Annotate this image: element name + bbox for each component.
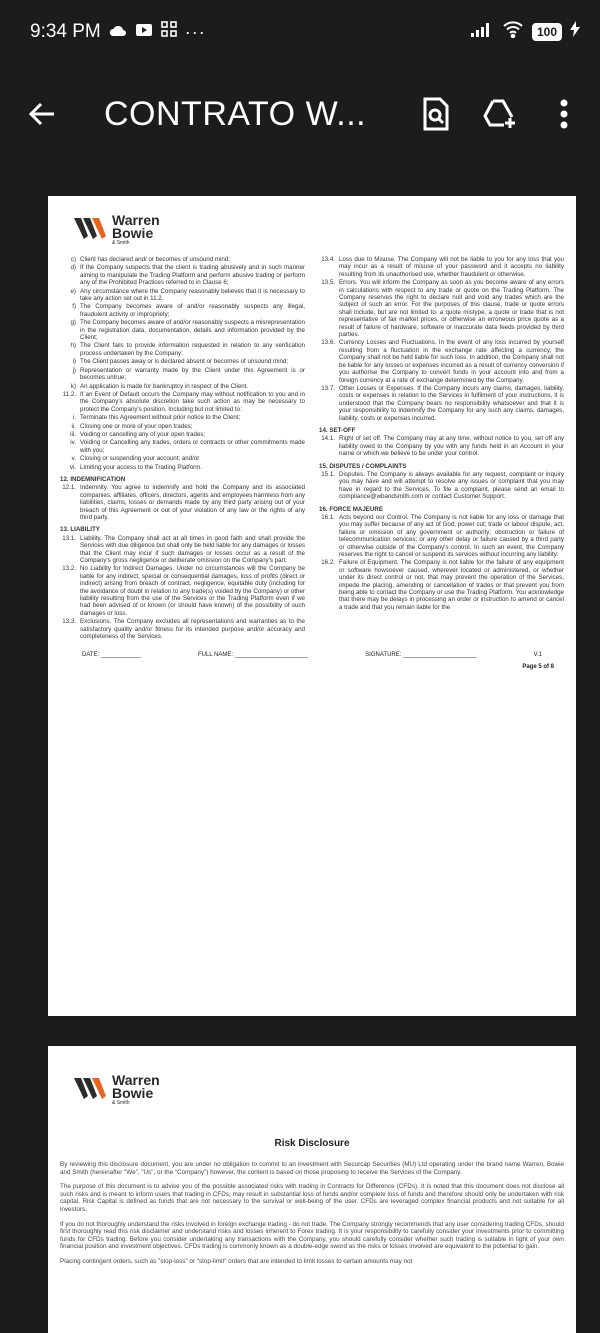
date-field: DATE: ____________ [82, 651, 141, 658]
clause-text: Closing or suspending your account; and/or [80, 455, 200, 463]
status-bar [0, 0, 600, 64]
logo-name-2: Bowie [112, 225, 154, 241]
clause-number: k) [70, 382, 76, 390]
clause-text: Voiding or cancelling any of your open trades; [80, 430, 206, 438]
risk-disclosure-title: Risk Disclosure [274, 1138, 350, 1149]
clause-number: 13.1. [62, 534, 76, 542]
clause-number: 12.1. [62, 484, 76, 492]
clock: 9:34 PM [30, 21, 101, 42]
clause-item [60, 303, 305, 318]
clause-text: Acts beyond our Control. The Company is not liable for any loss or damage that you may suffer because of any act of God; power cut; trade or labour dispute, act, failure or omission of any government or authority; obstruction or failure of telecommunication services; or any other delay or failure caused by a third party or otherwise outside of the Company's control. In such an event, the Company reserves the right to cancel or suspend its services without incurring any liability. [339, 514, 564, 559]
clause-text: Voiding or Cancelling any trades, orders or contracts or other commitments made with you; [80, 439, 305, 454]
clause-number: f) [72, 303, 76, 311]
clause-text: Exclusions. The Company excludes all representations and warranties as to the satisfactory quality and/or fitness for its intended purpose and/or accuracy and completeness of the Services. [80, 618, 305, 641]
clause-number: 14.1. [321, 435, 335, 443]
signature-line [60, 652, 564, 658]
clause-number: ii. [71, 422, 76, 430]
clause-text: Loss due to Misuse. The Company will not be liable to you for any loss that you may incur as a result of misuse of your password and it accepts no liability resulting from its unauthorised use, whether fraudulent or otherwise. [339, 256, 564, 278]
clause-item [60, 367, 305, 382]
clause-number: 13.5. [321, 279, 335, 287]
signal-icon [470, 21, 494, 43]
clause-number: g) [70, 319, 76, 327]
right-column [319, 256, 564, 642]
clause-number: 16.1. [321, 514, 335, 521]
clause-item [60, 288, 305, 303]
clause-text: Disputes. The Company is always available for any request, complaint or inquiry you may have and will attempt to resolve any issues or complaint that you may have in regard to the Services. To file a complaint, please send an email to compliance@wbandsmith.com or contact Customer Support. [339, 470, 564, 501]
clause-item [60, 358, 305, 365]
clause-text: The Company becomes aware of and/or reasonably suspects any illegal, fraudulent activity or impropriety; [80, 303, 305, 318]
pdf-page-6 [48, 1046, 576, 1333]
risk-paragraph: If you do not thoroughly understand the risks involved in foreign exchange trading - do not trade. The Company strongly recommends that any user considering trading CFDs, should first thoroughly read this risk disclaimer and understand risks and losses inherent to Forex trading. It is your responsibility to carefully consider your investments prior to committing funds for CFDs trading. Before you consider undertaking any transactions with the Company, you should carefully consider whether such trading is suitable in light of your own financial position and investment objectives. CFDs trading is commonly known as a double-edge sword as the risks or losses involved are equivalent to the potential to gain. [60, 1220, 564, 1251]
clause-number: h) [70, 342, 76, 350]
clause-text: Currency Losses and Fluctuations. In the event of any loss incurred by yourself resulting from a fluctuation in the exchange rate affecting a currency, the Company shall not be held liable for such loss. In addition, the Company shall not be liable for any losses or expenses incurred as a result of currency conversion if you authorise the Company to convert funds in your account into and from a foreign currency at a rate of exchange determined by the Company. [339, 339, 564, 384]
document-search-icon [421, 97, 451, 131]
clause-number: 13.3. [62, 618, 76, 626]
clause-item [60, 464, 305, 471]
clause-item [60, 256, 305, 263]
clause-number: 13.2. [62, 565, 76, 573]
clause-item [60, 383, 305, 390]
document-title: CONTRATO W... [104, 94, 367, 133]
clause-item [60, 455, 305, 462]
drive-add-icon [483, 98, 517, 130]
full-name-field: FULL NAME: ______________________ [197, 651, 309, 658]
add-to-drive-button[interactable] [476, 90, 524, 138]
apps-grid-icon [161, 21, 177, 43]
charging-icon [570, 21, 580, 43]
clause-number: iv. [70, 439, 76, 447]
clause-text: If the Company suspects that the client is trading abusively and in such manner aiming to manipulate the Trading Platform and perform abusive trading or perform any of the Prohibited Practices referred to in Clause 6; [80, 264, 305, 287]
clause-item [60, 264, 305, 286]
version-label: V.1 [533, 651, 542, 658]
clause-item [319, 559, 564, 611]
risk-paragraph: The purpose of this document is to advise you of the possible associated risks with trading in Contracts for Difference (CFDs). It is noted that this document does not disclose all such risks and is meant to inform users that trading in CFDs, may result in substantial loss of funds and/or complete loss of funds and therefore should only be undertaken with risk capital. Risk Capital is defined as funds that are not necessary to the survival or well-being of the user. CFDs are leveraged complex financial products and not suitable for all investors. [60, 1183, 564, 1213]
clause-text: Closing one or more of your open trades; [80, 422, 193, 430]
clause-number: i) [72, 358, 76, 366]
left-column [60, 256, 305, 642]
clause-text: No Liability for Indirect Damages. Under no circumstances will the Company be liable for any indirect, special or consequential damages, loss of profits (direct or indirect) arising from breach of contract, negligence, equitable duty (including for the avoidance of doubt in relation to any trade(s) voided by the Company) or other liability resulting from the use of the Services or the Trading Platform even if we had been advised of or known (or should have known) of the possibility of such damages or loss. [80, 565, 305, 617]
clause-number: 11.2. [62, 390, 76, 398]
wifi-icon [502, 20, 524, 44]
clause-text: Right of set off. The Company may at any time, without notice to you, set off any liability owed to the Company by you with any funds held in an Account in your name or which we believe to be under your control. [339, 435, 564, 458]
clause-text: Errors. You will inform the Company as soon as you become aware of any errors in calculations with respect to any trade or quote on the Trading Platform. The Company reserves the right to declare null and void any trades which are the subject of such an error. For the purposes of this clause, trade or quote errors shall include, but are not limited to: a quote mistype, a quote or trade that is not representative of fair market prices, or otherwise an erroneous price quote as a result of failure of hardware, software or inaccurate data feeds provided by third parties. [339, 279, 564, 339]
clause-item [60, 565, 305, 617]
company-logo [74, 1074, 564, 1106]
clause-number: 16.2. [321, 559, 335, 567]
clause-text: Representation or warranty made by the Client under this Agreement is or becomes untrue; [80, 366, 305, 382]
clause-number: j) [72, 366, 76, 374]
clause-text: Limiting your access to the Trading Platform. [80, 463, 203, 471]
clause-item [319, 339, 564, 383]
clause-number: e) [70, 287, 76, 295]
clause-text: Indemnity. You agree to indemnify and hold the Company and its associated companies, affiliates, officers, directors, agents and employees harmless from any liabilities, claims, losses or demands made by any third party arising out of your breach of this Agreement or out of your violation of any law or the rights of any third party. [80, 484, 305, 521]
logo-name-2: Bowie [112, 1085, 154, 1101]
clause-text: The Client passes away or is declared absent or becomes of unsound mind; [80, 358, 289, 366]
clause-item [60, 391, 305, 413]
clause-text: The Client fails to provide information requested in relation to any verification process undertaken by the Company; [80, 342, 305, 357]
clause-number: vi. [69, 463, 76, 471]
clause-item [319, 514, 564, 558]
clause-item [60, 414, 305, 421]
more-vertical-icon [560, 99, 568, 129]
logo-name-3: & Smith [112, 1100, 130, 1106]
clause-item [60, 484, 305, 521]
clause-item [319, 256, 564, 278]
section-heading: 16. FORCE MAJEURE [319, 505, 383, 513]
clause-item [60, 319, 305, 341]
clause-number: i. [72, 414, 76, 422]
logo-name-1: Warren [112, 1072, 160, 1088]
logo-name-1: Warren [112, 212, 160, 228]
cloud-icon [109, 21, 127, 43]
clause-text: Client has declared and/ or becomes of unsound mind; [80, 256, 230, 263]
clause-text: Liability. The Company shall act at all times in good faith and shall provide the Services with due diligence but shall only be held liable for any damages or losses that the Client may incur if such damages or losses occur as a result of the Company's gross negligence or deliberate omission on the Company's part. [80, 534, 305, 565]
clause-item [60, 618, 305, 640]
clause-text: Terminate this Agreement without prior notice to the Client; [80, 414, 241, 422]
clause-item [60, 342, 305, 357]
risk-paragraph: Placing contingent orders, such as "stop-loss" or "stop-limit" orders that are intended to limit losses to certain amounts may not [60, 1257, 413, 1265]
section-heading: 12. INDEMNIFICATION [60, 475, 126, 483]
clause-item [319, 435, 564, 457]
search-in-document-button[interactable] [412, 90, 460, 138]
app-bar [0, 64, 600, 164]
clause-item [319, 471, 564, 501]
clause-item [60, 431, 305, 438]
signature-field: SIGNATURE: ______________________ [365, 651, 477, 658]
clause-text: If an Event of Default occurs the Company may without notification to you and in the Company's absolute discretion take such action as may be necessary to protect the Company's position. Including but not limited to: [80, 390, 305, 413]
back-button[interactable] [12, 84, 72, 144]
arrow-left-icon [28, 100, 56, 128]
risk-disclosure-body [60, 1161, 564, 1266]
section-heading: 14. SET-OFF [319, 426, 356, 434]
clause-number: v. [71, 455, 76, 463]
clause-item [60, 423, 305, 430]
video-icon [135, 21, 153, 43]
battery-icon: 100 [532, 23, 562, 41]
section-heading: 15. DISPUTES / COMPLAINTS [319, 462, 407, 470]
risk-paragraph: By reviewing this disclosure document, you are under no obligation to commit to an investment with Securcap Securities (MU) Ltd operating under the brand name Warren, Bowie and Smith (hereinafter "We", "Us", or the "Company") however, the content is based on those proposing to receive the Services of the Company. [60, 1161, 564, 1176]
clause-number: iii. [70, 430, 76, 438]
clause-text: Any circumstance where the Company reasonably believes that it is necessary to take any action set out in 11.2. [80, 287, 305, 303]
clause-number: 15.1. [321, 470, 335, 478]
overflow-menu-button[interactable] [540, 90, 588, 138]
clause-number: 13.4. [321, 256, 335, 263]
clause-text: Failure of Equipment. The Company is not liable for the failure of any equipment or software howsoever caused, wherever located or administered, or whether under its direct control or not, that may prevent the operation of the Services, impede the placing, amending or cancellation of trades or that prevent you from being able to contact the Company or use the Trading Platform. You acknowledge that there may be delays in processing an order or instruction to amend or cancel a trade and that you remain liable for the [339, 559, 564, 611]
section-heading: 13. LIABILITY [60, 526, 100, 534]
logo-mark-icon [74, 1074, 108, 1100]
clause-item [319, 279, 564, 338]
clause-text: Other Losses or Expenses. If the Company incurs any claims, damages, liability, costs or expenses in relation to the Services in fulfilment of your instructions, it is understood that the Company bears no responsibility whatsoever and that it is your responsibility to indemnify the Company for any such any claims, damages, liability, costs or expenses incurred. [339, 384, 564, 422]
logo-mark-icon [74, 214, 108, 240]
clause-number: 13.7. [321, 384, 335, 392]
clause-item [60, 535, 305, 565]
more-notifications-icon: ··· [184, 21, 206, 42]
clause-item [319, 385, 564, 422]
clause-number: 13.6. [321, 339, 335, 347]
page-number: Page 5 of 8 [522, 663, 554, 670]
clause-text: An application is made for bankruptcy in respect of the Client. [80, 382, 249, 390]
clause-item [60, 439, 305, 454]
logo-name-3: & Smith [112, 240, 130, 246]
clause-number: d) [70, 264, 76, 272]
clause-text: The Company becomes aware of and/or reasonably suspects a misrepresentation in the registration data, documentation, details and information provided by the Client; [80, 319, 305, 342]
pdf-page-5 [48, 196, 576, 1016]
clause-number: c) [70, 256, 76, 263]
company-logo [74, 214, 564, 246]
